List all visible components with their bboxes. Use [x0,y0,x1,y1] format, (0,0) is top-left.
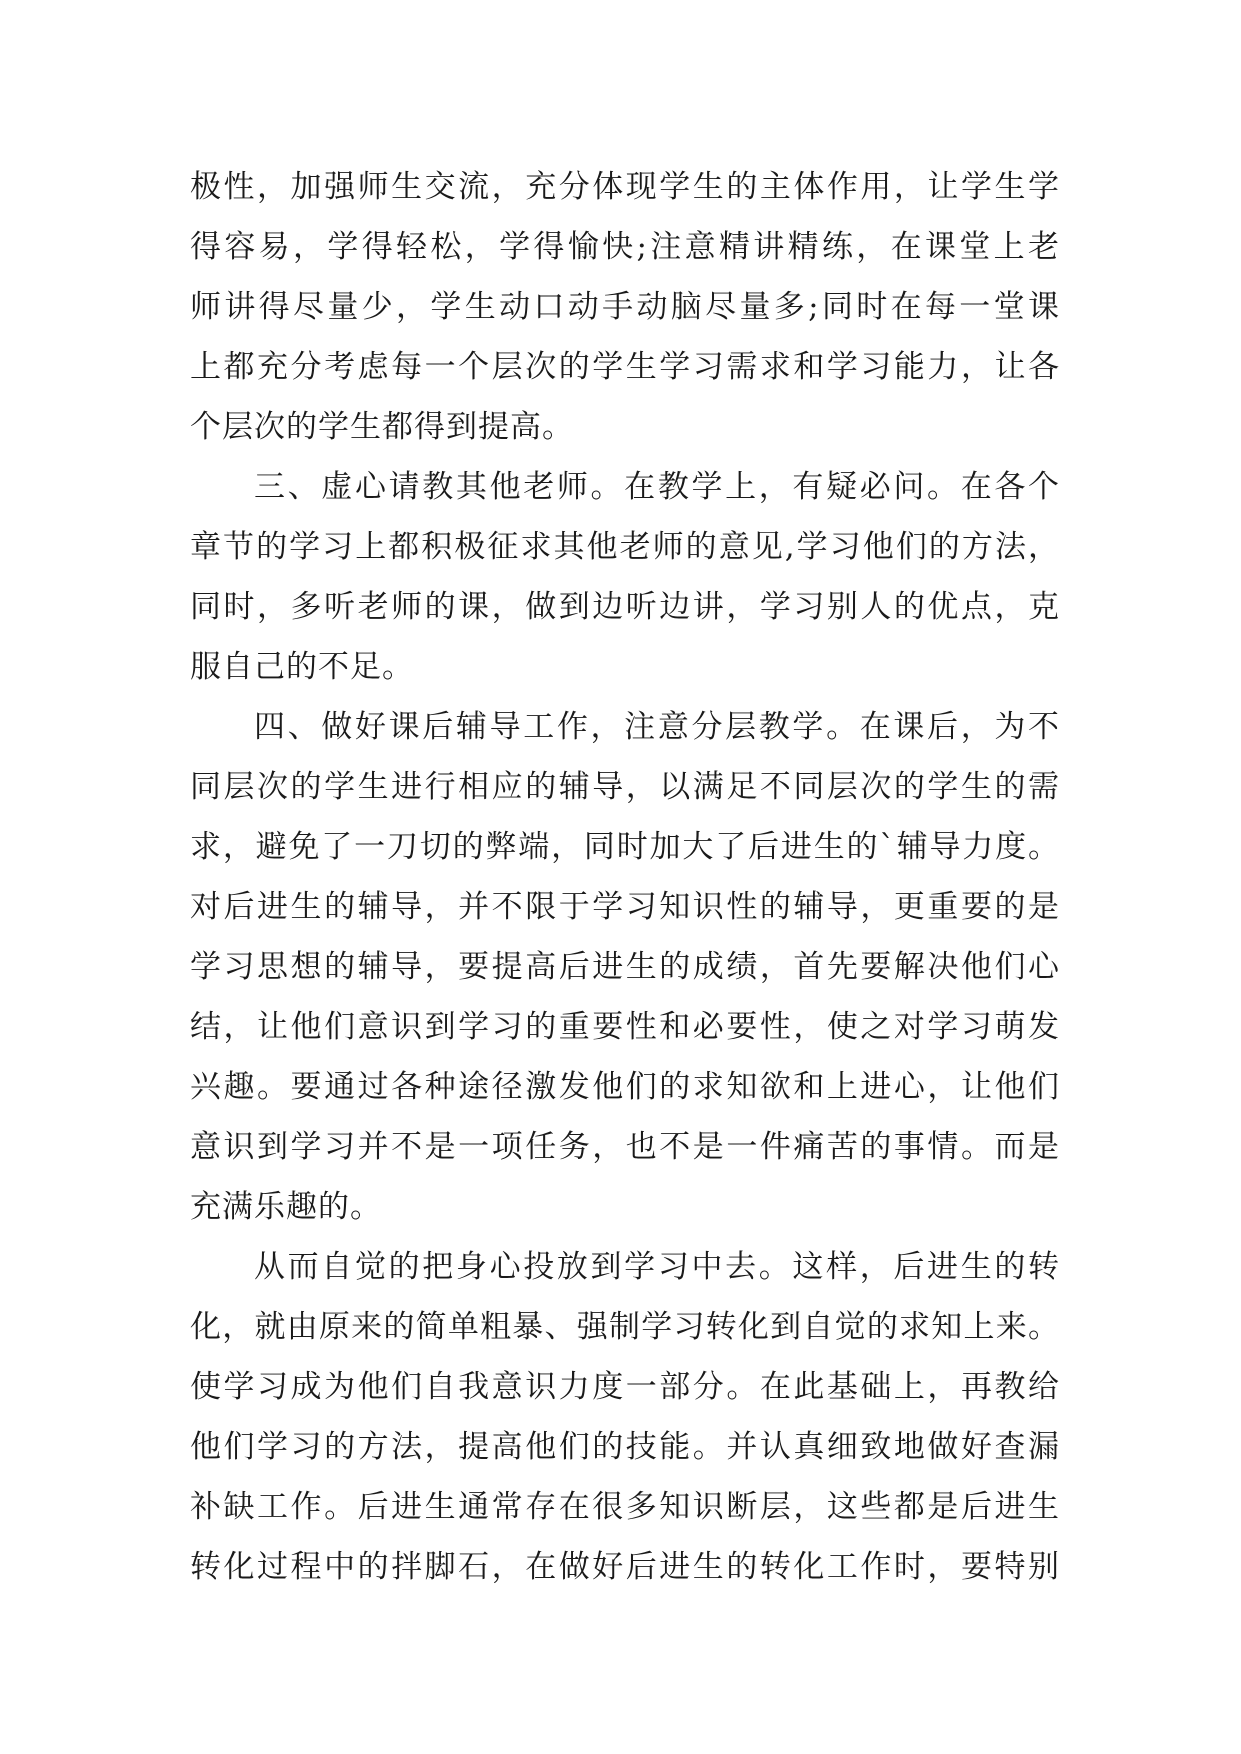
text-line: 对后进生的辅导，并不限于学习知识性的辅导，更重要的是 [190,889,1060,925]
text-line: 个层次的学生都得到提高。 [190,409,574,445]
text-line: 意识到学习并不是一项任务，也不是一件痛苦的事情。而是 [190,1129,1060,1165]
text-line: 补缺工作。后进生通常存在很多知识断层，这些都是后进生 [190,1489,1060,1525]
text-line: 服自己的不足。 [190,649,414,685]
text-line: 上都充分考虑每一个层次的学生学习需求和学习能力，让各 [190,349,1060,385]
paragraph-start-line: 三、虚心请教其他老师。在教学上，有疑必问。在各个 [254,469,1060,505]
text-line: 同时，多听老师的课，做到边听边讲，学习别人的优点，克 [190,589,1060,625]
text-line: 化，就由原来的简单粗暴、强制学习转化到自觉的求知上来。 [190,1309,1060,1345]
text-line: 充满乐趣的。 [190,1189,382,1225]
text-line: 求，避免了一刀切的弊端，同时加大了后进生的`辅导力度。 [190,829,1060,865]
paragraph-start-line: 从而自觉的把身心投放到学习中去。这样，后进生的转 [254,1249,1060,1285]
text-line: 同层次的学生进行相应的辅导，以满足不同层次的学生的需 [190,769,1060,805]
text-line: 使学习成为他们自我意识力度一部分。在此基础上，再教给 [190,1369,1060,1405]
document-body [190,157,1060,1597]
text-line: 兴趣。要通过各种途径激发他们的求知欲和上进心，让他们 [190,1069,1060,1105]
text-line: 得容易，学得轻松，学得愉快;注意精讲精练，在课堂上老 [190,229,1060,265]
text-line: 他们学习的方法，提高他们的技能。并认真细致地做好查漏 [190,1429,1060,1465]
paragraph-start-line: 四、做好课后辅导工作，注意分层教学。在课后，为不 [254,709,1060,745]
text-line: 结，让他们意识到学习的重要性和必要性，使之对学习萌发 [190,1009,1060,1045]
text-line: 章节的学习上都积极征求其他老师的意见,学习他们的方法， [190,529,1060,565]
text-line: 转化过程中的拌脚石，在做好后进生的转化工作时，要特别 [190,1549,1060,1585]
text-line: 极性，加强师生交流，充分体现学生的主体作用，让学生学 [190,169,1060,205]
text-line: 学习思想的辅导，要提高后进生的成绩，首先要解决他们心 [190,949,1060,985]
text-line: 师讲得尽量少，学生动口动手动脑尽量多;同时在每一堂课 [190,289,1060,325]
